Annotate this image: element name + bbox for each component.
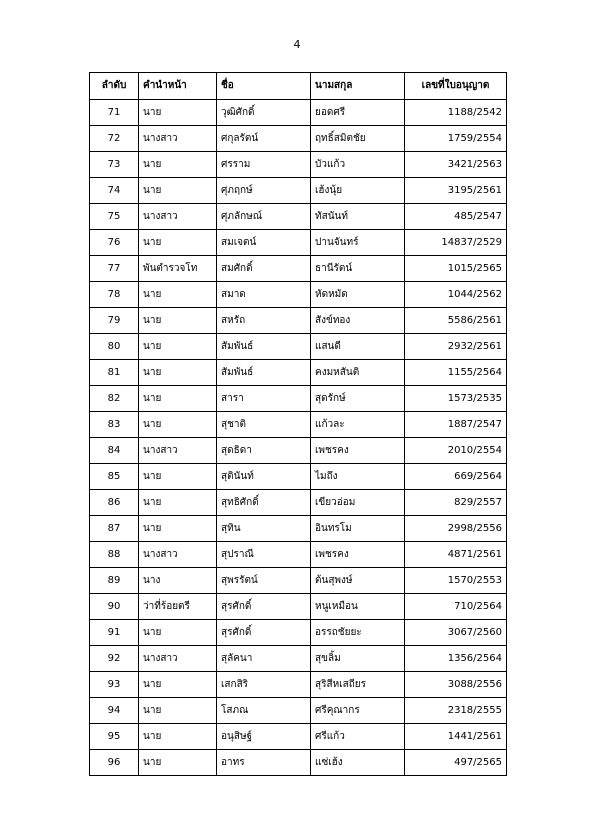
table-row (90, 568, 507, 594)
cell-prefix: นาย (139, 698, 217, 724)
cell-order: 82 (90, 386, 139, 412)
cell-prefix: นาย (139, 516, 217, 542)
cell-license-number: 4871/2561 (405, 542, 507, 568)
cell-license-number: 3067/2560 (405, 620, 507, 646)
cell-first-name: อาทร (217, 750, 311, 776)
cell-prefix: นาย (139, 308, 217, 334)
cell-first-name: สัมพันธ์ (217, 360, 311, 386)
cell-license-number: 2318/2555 (405, 698, 507, 724)
cell-license-number: 497/2565 (405, 750, 507, 776)
cell-last-name: ฤทธิ์สมิตชัย (311, 126, 405, 152)
cell-license-number: 2010/2554 (405, 438, 507, 464)
cell-last-name: สุดรักษ์ (311, 386, 405, 412)
cell-license-number: 2932/2561 (405, 334, 507, 360)
header-row (90, 73, 507, 100)
cell-last-name: เฮ้งนุ้ย (311, 178, 405, 204)
cell-first-name: สุดธิดา (217, 438, 311, 464)
cell-first-name: เสกสิริ (217, 672, 311, 698)
cell-license-number: 1441/2561 (405, 724, 507, 750)
cell-first-name: สุรศักดิ์ (217, 594, 311, 620)
cell-order: 81 (90, 360, 139, 386)
cell-first-name: สมเจตน์ (217, 230, 311, 256)
cell-order: 96 (90, 750, 139, 776)
table-row (90, 308, 507, 334)
table-row (90, 334, 507, 360)
table-row (90, 100, 507, 126)
cell-order: 73 (90, 152, 139, 178)
cell-last-name: สุริสีหเสถียร (311, 672, 405, 698)
table-row (90, 282, 507, 308)
cell-last-name: ปานจันทร์ (311, 230, 405, 256)
cell-license-number: 1573/2535 (405, 386, 507, 412)
table-row (90, 230, 507, 256)
cell-license-number: 1887/2547 (405, 412, 507, 438)
cell-last-name: ต้นสุพงษ์ (311, 568, 405, 594)
cell-order: 92 (90, 646, 139, 672)
cell-last-name: เพชรคง (311, 438, 405, 464)
cell-prefix: นางสาว (139, 438, 217, 464)
table-row (90, 256, 507, 282)
cell-first-name: ศุภลักษณ์ (217, 204, 311, 230)
cell-prefix: นาย (139, 100, 217, 126)
cell-prefix: นางสาว (139, 204, 217, 230)
cell-prefix: นาย (139, 750, 217, 776)
cell-first-name: ศรราม (217, 152, 311, 178)
cell-first-name: สหรัถ (217, 308, 311, 334)
cell-first-name: สัมพันธ์ (217, 334, 311, 360)
table-row (90, 152, 507, 178)
cell-last-name: ศรีคุณากร (311, 698, 405, 724)
cell-order: 83 (90, 412, 139, 438)
table-header (90, 73, 507, 100)
cell-last-name: หัดหมัด (311, 282, 405, 308)
cell-last-name: บัวแก้ว (311, 152, 405, 178)
cell-license-number: 3088/2556 (405, 672, 507, 698)
table-row (90, 126, 507, 152)
license-table (89, 72, 507, 776)
table-row (90, 204, 507, 230)
table-row (90, 438, 507, 464)
table-row (90, 594, 507, 620)
table-row (90, 464, 507, 490)
cell-last-name: ศรีแก้ว (311, 724, 405, 750)
cell-last-name: สุขลิ้ม (311, 646, 405, 672)
cell-first-name: สมศักดิ์ (217, 256, 311, 282)
cell-prefix: นางสาว (139, 646, 217, 672)
table-row (90, 724, 507, 750)
cell-license-number: 710/2564 (405, 594, 507, 620)
cell-prefix: นางสาว (139, 542, 217, 568)
cell-last-name: คงมหสันติ (311, 360, 405, 386)
table-row (90, 178, 507, 204)
cell-license-number: 1155/2564 (405, 360, 507, 386)
cell-prefix: นาง (139, 568, 217, 594)
cell-order: 91 (90, 620, 139, 646)
cell-prefix: นาย (139, 360, 217, 386)
table-row (90, 542, 507, 568)
header-last-name: นามสกุล (311, 73, 405, 100)
cell-order: 74 (90, 178, 139, 204)
table-row (90, 516, 507, 542)
cell-license-number: 3421/2563 (405, 152, 507, 178)
cell-prefix: นาย (139, 230, 217, 256)
table-row (90, 750, 507, 776)
header-license-number: เลขที่ใบอนุญาต (405, 73, 507, 100)
cell-last-name: อินทรโม (311, 516, 405, 542)
cell-order: 71 (90, 100, 139, 126)
cell-license-number: 1188/2542 (405, 100, 507, 126)
table-row (90, 412, 507, 438)
cell-first-name: สุชาติ (217, 412, 311, 438)
cell-last-name: เพชรคง (311, 542, 405, 568)
cell-order: 93 (90, 672, 139, 698)
cell-first-name: สุรศักดิ์ (217, 620, 311, 646)
table-row (90, 386, 507, 412)
cell-prefix: นาย (139, 386, 217, 412)
table-row (90, 490, 507, 516)
cell-last-name: อรรถชัยยะ (311, 620, 405, 646)
table-row (90, 360, 507, 386)
cell-order: 80 (90, 334, 139, 360)
cell-license-number: 3195/2561 (405, 178, 507, 204)
cell-license-number: 1044/2562 (405, 282, 507, 308)
header-order: ลำดับ (90, 73, 139, 100)
cell-first-name: สมาด (217, 282, 311, 308)
cell-last-name: สังข์ทอง (311, 308, 405, 334)
cell-first-name: ศุภฤกษ์ (217, 178, 311, 204)
cell-last-name: แก้วละ (311, 412, 405, 438)
cell-order: 94 (90, 698, 139, 724)
cell-license-number: 1015/2565 (405, 256, 507, 282)
cell-first-name: สุพรรัตน์ (217, 568, 311, 594)
cell-prefix: นางสาว (139, 126, 217, 152)
cell-order: 85 (90, 464, 139, 490)
cell-license-number: 829/2557 (405, 490, 507, 516)
cell-order: 76 (90, 230, 139, 256)
cell-first-name: สุทิน (217, 516, 311, 542)
page-number: 4 (293, 38, 301, 51)
cell-prefix: ว่าที่ร้อยตรี (139, 594, 217, 620)
cell-last-name: ธานีรัตน์ (311, 256, 405, 282)
cell-last-name: เขียวอ่อม (311, 490, 405, 516)
cell-prefix: นาย (139, 724, 217, 750)
table-row (90, 646, 507, 672)
cell-first-name: วุฒิศักดิ์ (217, 100, 311, 126)
cell-prefix: นาย (139, 490, 217, 516)
cell-license-number: 1356/2564 (405, 646, 507, 672)
cell-first-name: สารา (217, 386, 311, 412)
table-row (90, 672, 507, 698)
cell-first-name: อนุสิษฐ์ (217, 724, 311, 750)
cell-prefix: นาย (139, 464, 217, 490)
header-first-name: ชื่อ (217, 73, 311, 100)
cell-order: 90 (90, 594, 139, 620)
cell-order: 86 (90, 490, 139, 516)
cell-last-name: แสนดี (311, 334, 405, 360)
cell-last-name: ทัสนันท์ (311, 204, 405, 230)
cell-order: 75 (90, 204, 139, 230)
cell-order: 95 (90, 724, 139, 750)
cell-last-name: ยอดศรี (311, 100, 405, 126)
cell-license-number: 5586/2561 (405, 308, 507, 334)
cell-license-number: 2998/2556 (405, 516, 507, 542)
table-row (90, 620, 507, 646)
cell-prefix: พันตำรวจโท (139, 256, 217, 282)
cell-license-number: 1570/2553 (405, 568, 507, 594)
cell-first-name: สุปราณี (217, 542, 311, 568)
header-prefix: คำนำหน้า (139, 73, 217, 100)
cell-order: 87 (90, 516, 139, 542)
cell-first-name: โสภณ (217, 698, 311, 724)
cell-last-name: แซ่เฮ้ง (311, 750, 405, 776)
cell-prefix: นาย (139, 152, 217, 178)
cell-order: 78 (90, 282, 139, 308)
cell-order: 72 (90, 126, 139, 152)
cell-license-number: 485/2547 (405, 204, 507, 230)
table-row (90, 698, 507, 724)
cell-prefix: นาย (139, 282, 217, 308)
cell-order: 84 (90, 438, 139, 464)
cell-first-name: สุทธิศักดิ์ (217, 490, 311, 516)
cell-order: 88 (90, 542, 139, 568)
cell-prefix: นาย (139, 620, 217, 646)
cell-first-name: สุตินันท์ (217, 464, 311, 490)
cell-license-number: 669/2564 (405, 464, 507, 490)
cell-first-name: ศกุลรัตน์ (217, 126, 311, 152)
cell-last-name: ไมถึง (311, 464, 405, 490)
cell-prefix: นาย (139, 412, 217, 438)
cell-order: 89 (90, 568, 139, 594)
cell-order: 79 (90, 308, 139, 334)
cell-first-name: สุลัคนา (217, 646, 311, 672)
cell-prefix: นาย (139, 334, 217, 360)
cell-prefix: นาย (139, 178, 217, 204)
cell-order: 77 (90, 256, 139, 282)
table-body (90, 100, 507, 776)
cell-license-number: 1759/2554 (405, 126, 507, 152)
cell-last-name: หนูเหมือน (311, 594, 405, 620)
cell-prefix: นาย (139, 672, 217, 698)
cell-license-number: 14837/2529 (405, 230, 507, 256)
